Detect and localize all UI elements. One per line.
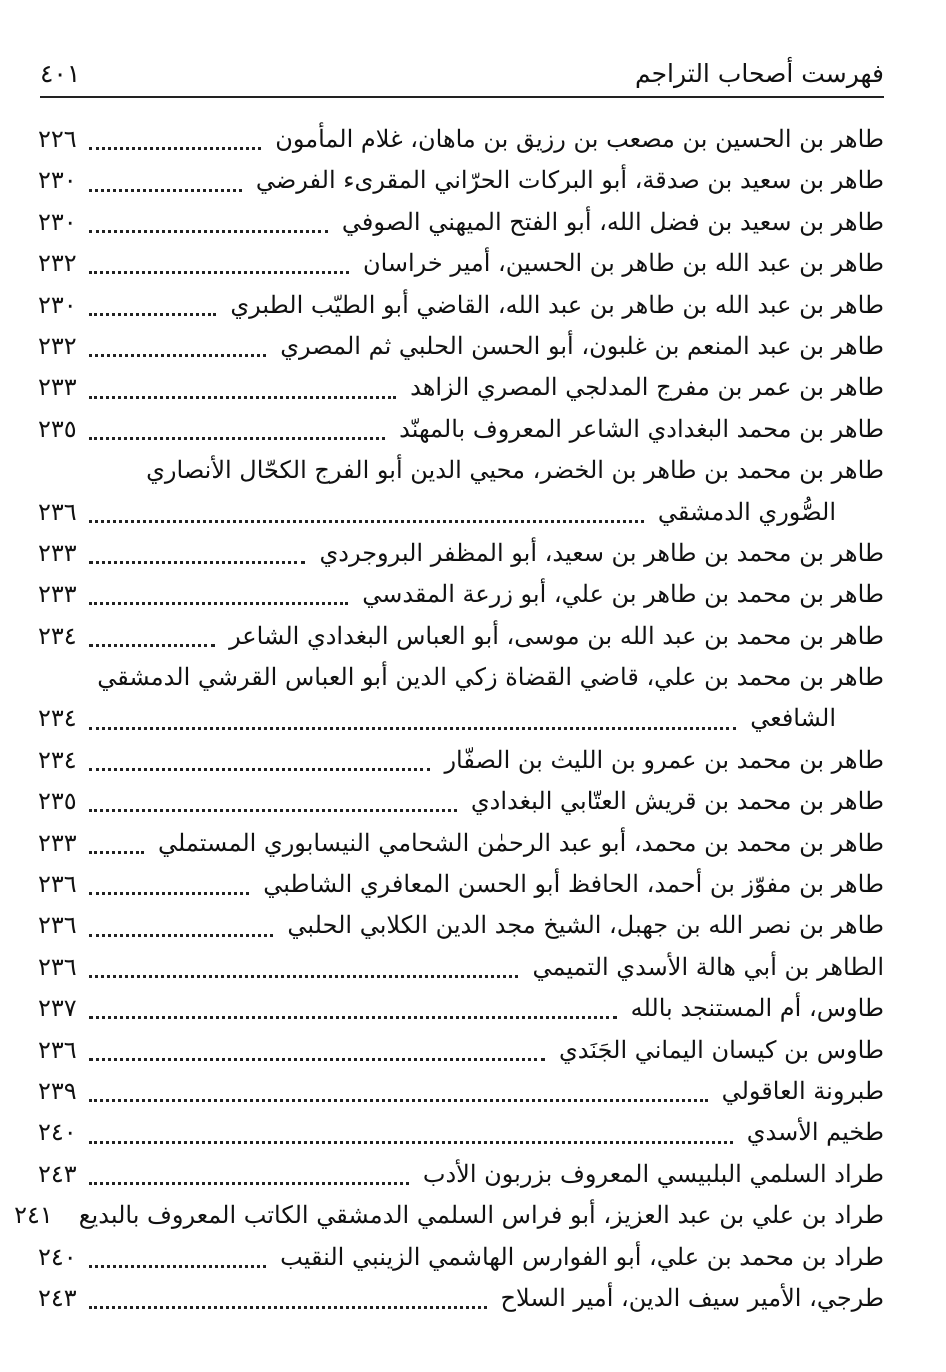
index-entry (38, 1071, 884, 1112)
entry-page-number: ٢٣٦ (38, 952, 77, 981)
entry-page-number: ٢٣٣ (38, 580, 77, 609)
entry-page-number: ٢٣٠ (38, 290, 77, 319)
index-entry (38, 905, 884, 946)
index-entry-line (38, 698, 884, 739)
index-entry (38, 616, 884, 657)
entry-name: طاهر بن محمد بن طاهر بن علي، أبو زرعة المقدسي (362, 580, 884, 609)
entry-page-number: ٢٣٧ (38, 994, 77, 1023)
entry-name: طاهر بن الحسين بن مصعب بن رزيق بن ماهان، غلام المأمون (275, 125, 884, 153)
entry-name: طاهر بن عبد الله بن طاهر بن الحسين، أمير خراسان (362, 249, 884, 278)
dot-leader (89, 1182, 409, 1185)
index-entry (38, 781, 884, 822)
index-entry (38, 740, 884, 781)
index-entry (38, 864, 884, 905)
entry-name: طاهر بن عمر بن مفرج المدلجي المصري الزاهد (410, 373, 884, 402)
entry-page-number: ٢٣٣ (38, 538, 77, 567)
entry-name: طاهر بن محمد بن عمرو بن الليث بن الصفّار (444, 745, 884, 774)
dot-leader (89, 1141, 733, 1144)
entry-page-number: ٢٣٥ (38, 787, 77, 816)
entry-page-number: ٢٣٩ (38, 1076, 77, 1105)
page-header (40, 56, 884, 92)
entry-name: طاوس بن كيسان اليماني الجَنَدي (559, 1035, 884, 1064)
dot-leader (89, 271, 349, 274)
entry-page-number: ٢٢٦ (38, 125, 77, 153)
entry-page-number: ٢٣٢ (38, 249, 77, 278)
index-entry (38, 243, 884, 284)
index-entry (38, 1112, 884, 1153)
entry-page-number: ٢٣٤ (38, 704, 77, 733)
entry-page-number: ٢٣٤ (38, 745, 77, 774)
entry-name: طراد بن علي بن عبد العزيز، أبو فراس السلمي الدمشقي الكاتب المعروف بالبديع (78, 1201, 884, 1230)
index-entry-line (38, 450, 884, 491)
dot-leader (89, 1306, 487, 1309)
dot-leader (89, 768, 431, 771)
entry-name: طاهر بن سعيد بن صدقة، أبو البركات الحرّاني المقرىء الفرضي (255, 166, 884, 195)
entry-name: طرجي، الأمير سيف الدين، أمير السلاح (500, 1283, 884, 1312)
index-entry (38, 823, 884, 864)
entry-page-number: ٢٤٠ (38, 1242, 77, 1271)
dot-leader (89, 396, 396, 399)
entry-page-number: ٢٤١ (14, 1201, 53, 1230)
entry-name: طاهر بن محمد بن علي، قاضي القضاة زكي الدين أبو العباس القرشي الدمشقي (97, 663, 884, 692)
entry-name: طاهر بن محمد بن طاهر بن سعيد، أبو المظفر البروجردي (319, 538, 884, 567)
index-entry (38, 988, 884, 1029)
entry-name: طاهر بن محمد بن محمد، أبو عبد الرحمٰن الشحامي النيسابوري المستملي (157, 828, 884, 857)
entry-page-number: ٢٣٢ (38, 331, 77, 360)
entry-name: طبرونة العاقولي (721, 1076, 884, 1105)
index-entry (38, 367, 884, 408)
dot-leader (89, 1016, 617, 1019)
dot-leader (89, 520, 644, 523)
dot-leader (89, 975, 519, 978)
index-entry (38, 326, 884, 367)
dot-leader (89, 354, 267, 357)
dot-leader (89, 147, 262, 150)
entry-page-number: ٢٣٤ (38, 621, 77, 650)
page-number: ٤٠١ (40, 59, 81, 88)
entry-page-number: ٢٣٦ (38, 497, 77, 526)
entry-page-number: ٢٣٦ (38, 1035, 77, 1064)
index-entry (38, 1030, 884, 1071)
entry-page-number: ٢٤٣ (38, 1159, 77, 1188)
dot-leader (89, 1265, 267, 1268)
index-entry (38, 533, 884, 574)
dot-leader (89, 561, 306, 564)
entry-name: طاهر بن عبد المنعم بن غلبون، أبو الحسن الحلبي ثم المصري (280, 331, 884, 360)
entry-page-number: ٢٣٣ (38, 373, 77, 402)
dot-leader (89, 602, 349, 605)
dot-leader (89, 644, 215, 647)
index-entry (38, 574, 884, 615)
index-entry (14, 1195, 884, 1236)
dot-leader (89, 851, 144, 854)
entry-name: طاهر بن عبد الله بن طاهر بن عبد الله، القاضي أبو الطيّب الطبري (230, 290, 884, 319)
entry-page-number: ٢٣٦ (38, 911, 77, 940)
index-entry (38, 202, 884, 243)
entry-name: طاهر بن نصر الله بن جهبل، الشيخ مجد الدين الكلابي الحلبي (287, 911, 884, 940)
index-entry (38, 1278, 884, 1319)
entry-name: طراد السلمي البلبيسي المعروف بزربون الأدب (422, 1159, 884, 1188)
entry-name: طخيم الأسدي (746, 1118, 884, 1147)
entry-name: طاهر بن محمد بن قريش العتّابي البغدادي (470, 787, 884, 816)
index-entry (38, 285, 884, 326)
index-entry (38, 119, 884, 160)
index-entry (38, 947, 884, 988)
dot-leader (89, 934, 274, 937)
entry-name-continuation: الشافعي (750, 704, 836, 733)
entry-page-number: ٢٣٦ (38, 870, 77, 899)
dot-leader (89, 809, 457, 812)
index-entry-line (38, 657, 884, 698)
entry-name: طراد بن محمد بن علي، أبو الفوارس الهاشمي الزينبي النقيب (280, 1242, 884, 1271)
entry-name-continuation: الصُّوري الدمشقي (657, 497, 836, 526)
entry-name: طاهر بن مفوّز بن أحمد، الحافظ أبو الحسن المعافري الشاطبي (263, 870, 884, 899)
dot-leader (89, 892, 250, 895)
dot-leader (89, 230, 328, 233)
entry-page-number: ٢٣٠ (38, 207, 77, 236)
entry-page-number: ٢٣٠ (38, 166, 77, 195)
dot-leader (89, 1058, 545, 1061)
running-title: فهرست أصحاب التراجم (634, 59, 884, 88)
entry-page-number: ٢٣٥ (38, 414, 77, 443)
index-entry (38, 1154, 884, 1195)
index-entry-line (38, 492, 884, 533)
dot-leader (89, 1099, 708, 1102)
entry-name: الطاهر بن أبي هالة الأسدي التميمي (532, 952, 884, 981)
entry-page-number: ٢٣٣ (38, 828, 77, 857)
entry-page-number: ٢٤٠ (38, 1118, 77, 1147)
entry-page-number: ٢٤٣ (38, 1283, 77, 1312)
dot-leader (89, 313, 217, 316)
dot-leader (89, 189, 242, 192)
index-entry (38, 409, 884, 450)
dot-leader (89, 727, 737, 730)
entry-name: طاهر بن محمد بن عبد الله بن موسى، أبو العباس البغدادي الشاعر (229, 621, 884, 650)
dot-leader (89, 437, 385, 440)
entry-name: طاهر بن محمد البغدادي الشاعر المعروف بالمهنّد (399, 414, 884, 443)
entry-name: طاهر بن سعيد بن فضل الله، أبو الفتح الميهني الصوفي (341, 207, 884, 236)
index-entries-list (14, 119, 884, 1319)
header-rule (40, 96, 884, 98)
entry-name: طاهر بن محمد بن طاهر بن الخضر، محيي الدين أبو الفرج الكحّال الأنصاري (146, 456, 884, 485)
entry-name: طاوس، أم المستنجد بالله (630, 994, 884, 1023)
index-entry (38, 1237, 884, 1278)
index-entry (38, 160, 884, 201)
